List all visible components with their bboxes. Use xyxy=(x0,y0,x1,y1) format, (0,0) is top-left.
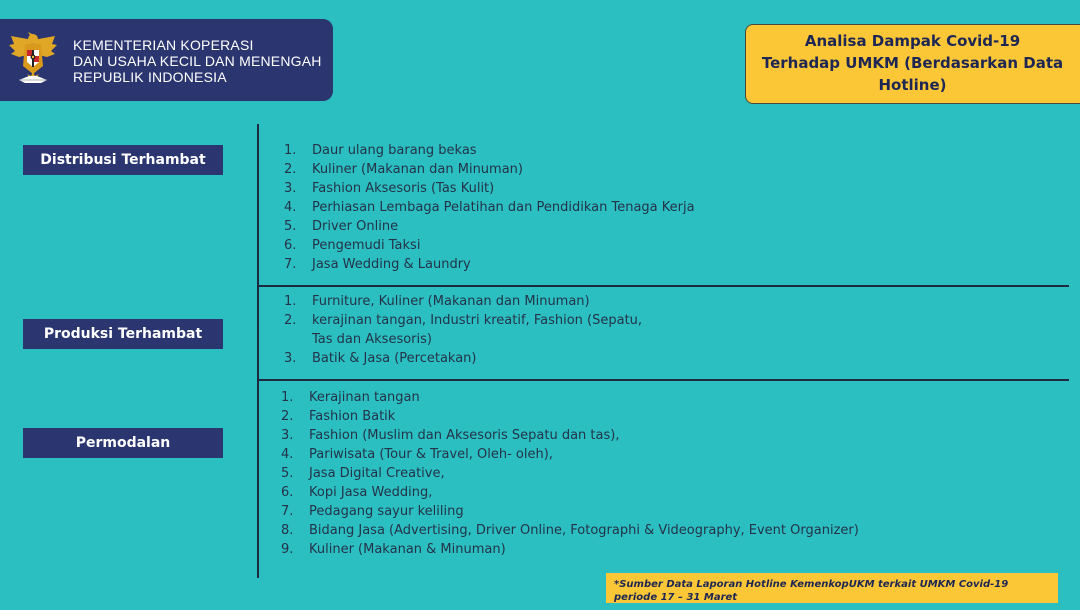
category-produksi-terhambat: Produksi Terhambat xyxy=(23,319,223,349)
list-item: 3. Fashion Aksesoris (Tas Kulit) xyxy=(284,181,495,196)
list-item: 5. Driver Online xyxy=(284,219,399,234)
distribusi-list xyxy=(284,141,695,274)
produksi-list xyxy=(284,292,642,368)
source-footnote: *Sumber Data Laporan Hotline KemenkopUKM terkait UMKM Covid-19 periode 17 – 31 Maret xyxy=(606,573,1058,603)
ministry-line: KEMENTERIAN KOPERASI xyxy=(73,37,254,53)
permodalan-list xyxy=(281,388,859,559)
title-line: Analisa Dampak Covid-19 xyxy=(804,32,1021,50)
list-item: 4. Pariwisata (Tour & Travel, Oleh- oleh), xyxy=(281,447,553,462)
list-item: 2. kerajinan tangan, Industri kreatif, Fashion (Sepatu, xyxy=(284,313,643,328)
list-item: 4. Perhiasan Lembaga Pelatihan dan Pendidikan Tenaga Kerja xyxy=(284,200,695,215)
category-distribusi-terhambat: Distribusi Terhambat xyxy=(23,145,223,175)
ministry-name xyxy=(73,37,322,85)
list-item: 5. Jasa Digital Creative, xyxy=(281,466,445,481)
list-item: 1. Furniture, Kuliner (Makanan dan Minuman) xyxy=(284,294,590,309)
list-item: 3. Batik & Jasa (Percetakan) xyxy=(284,351,477,366)
list-item: 2. Kuliner (Makanan dan Minuman) xyxy=(284,162,523,177)
list-item: 6. Kopi Jasa Wedding, xyxy=(281,485,433,500)
list-item: 6. Pengemudi Taksi xyxy=(284,238,421,253)
ministry-header xyxy=(0,19,333,101)
title-line: Hotline) xyxy=(878,76,947,94)
list-item: 7. Jasa Wedding & Laundry xyxy=(284,257,471,272)
list-item: 9. Kuliner (Makanan & Minuman) xyxy=(281,542,506,557)
title-line: Terhadap UMKM (Berdasarkan Data xyxy=(761,54,1064,72)
section-divider xyxy=(257,379,1069,381)
category-permodalan: Permodalan xyxy=(23,428,223,458)
list-item: 2. Fashion Batik xyxy=(281,409,396,424)
page-title xyxy=(745,24,1080,104)
list-item: 1. Daur ulang barang bekas xyxy=(284,143,477,158)
garuda-emblem-icon xyxy=(5,30,61,90)
list-item: 7. Pedagang sayur keliling xyxy=(281,504,464,519)
list-item: 1. Kerajinan tangan xyxy=(281,390,420,405)
section-divider xyxy=(257,285,1069,287)
ministry-line: DAN USAHA KECIL DAN MENENGAH xyxy=(73,53,322,69)
list-item: Tas dan Aksesoris) xyxy=(312,332,432,347)
ministry-line: REPUBLIK INDONESIA xyxy=(73,69,227,85)
list-item: 3. Fashion (Muslim dan Aksesoris Sepatu dan tas), xyxy=(281,428,620,443)
vertical-divider xyxy=(257,124,259,578)
list-item: 8. Bidang Jasa (Advertising, Driver Online, Fotographi & Videography, Event Organizer) xyxy=(281,523,859,538)
